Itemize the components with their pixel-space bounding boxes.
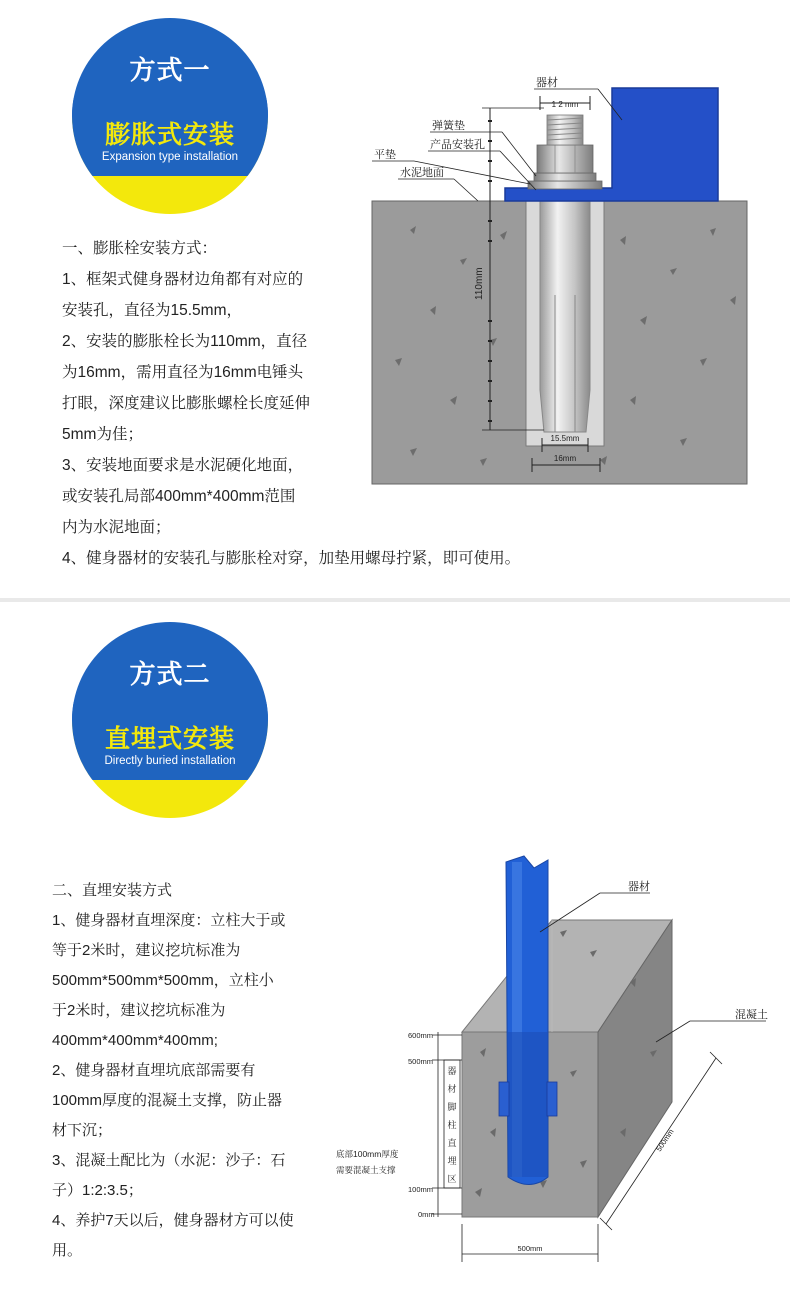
text-line: 内为水泥地面； [62,519,171,536]
text-line: 5mm为佳； [62,426,143,443]
badge-english: Expansion type installation [101,151,239,163]
label-0: 0mm [418,1210,435,1219]
text-line: 1、健身器材直埋深度：立柱大于或 [52,912,286,929]
label-width: 1 2 mm [551,100,579,109]
label-600: 600mm [408,1031,434,1040]
spring-washer [534,173,596,181]
badge-subtitle: 膨胀式安装 [104,121,235,149]
label-concrete: 混凝土 [735,1009,768,1021]
text-line: 3、安装地面要求是水泥硬化地面， [62,457,304,474]
badge-subtitle: 直埋式安装 [104,725,235,753]
pole-tab-left [499,1082,509,1116]
text-line: 材下沉； [52,1122,113,1139]
text-line: 为16mm，需用直径为16mm电锤头 [62,364,304,381]
text-line: 4、健身器材的安装孔与膨胀栓对穿，加垫用螺母拧紧，即可使用。 [62,550,521,567]
zone-char: 柱 [447,1120,457,1130]
text-line: 子）1:2:3.5； [52,1182,143,1199]
text-line: 用。 [52,1242,83,1259]
text-line: 100mm厚度的混凝土支撑，防止器 [52,1092,283,1109]
text-line: 3、混凝土配比为（水泥：沙子：石 [52,1152,286,1169]
text-line: 500mm*500mm*500mm，立柱小 [52,972,274,989]
label-length: 110mm [474,267,485,300]
flat-washer [528,181,602,189]
zone-char: 器 [447,1066,457,1076]
label-bottom-note-2: 需要混凝土支撑 [336,1165,396,1175]
label-hole-dia: 15.5mm [550,434,580,443]
text-line: 400mm*400mm*400mm; [52,1032,218,1049]
zone-char: 区 [447,1174,457,1184]
label-depth: 500mm [654,1127,676,1154]
section-buried-install [0,602,790,1298]
text-line: 二、直埋安装方式 [52,882,173,899]
label-flat-washer: 平垫 [374,149,396,161]
zone-char: 材 [447,1084,457,1094]
text-line: 一、膨胀栓安装方式： [62,240,218,257]
text-line: 打眼，深度建议比膨胀螺栓长度延伸 [62,395,311,412]
zone-char: 脚 [447,1102,457,1112]
badge-title: 方式一 [129,55,211,85]
label-equipment: 器材 [628,881,650,893]
expansion-sleeve [540,201,590,432]
text-line: 于2米时，建议挖坑标准为 [52,1002,226,1019]
method-badge-1 [72,18,268,214]
text-line: 1、框架式健身器材边角都有对应的 [62,271,304,288]
label-bottom-note-1: 底部100mm厚度 [336,1149,399,1159]
method-badge-2 [72,622,268,818]
expansion-bolt-diagram [350,60,770,490]
zone-char: 埋 [447,1156,457,1166]
label-100: 100mm [408,1185,434,1194]
pole-tab-right [547,1082,557,1116]
text-line: 等于2米时，建议挖坑标准为 [52,942,241,959]
label-spring-washer: 弹簧垫 [432,120,465,132]
text-line: 4、养护7天以后，健身器材方可以使 [52,1212,294,1229]
text-line: 或安装孔局部400mm*400mm范围 [62,488,296,505]
badge-english: Directly buried installation [104,755,236,767]
badge-title: 方式二 [129,659,211,689]
label-cement-ground: 水泥地面 [400,167,444,179]
label-bolt-dia: 16mm [553,454,577,463]
buried-install-diagram [330,832,780,1272]
label-width: 500mm [517,1244,543,1253]
nut [537,145,593,173]
section-expansion-install [0,0,790,602]
label-equipment: 器材 [536,77,558,89]
text-line: 安装孔，直径为15.5mm， [62,302,242,319]
method2-description [52,876,294,1266]
label-product-hole: 产品安装孔 [430,139,485,151]
label-500: 500mm [408,1057,434,1066]
zone-char: 直 [447,1138,457,1148]
text-line: 2、健身器材直埋坑底部需要有 [52,1062,256,1079]
text-line: 2、安装的膨胀栓长为110mm，直径 [62,333,308,350]
